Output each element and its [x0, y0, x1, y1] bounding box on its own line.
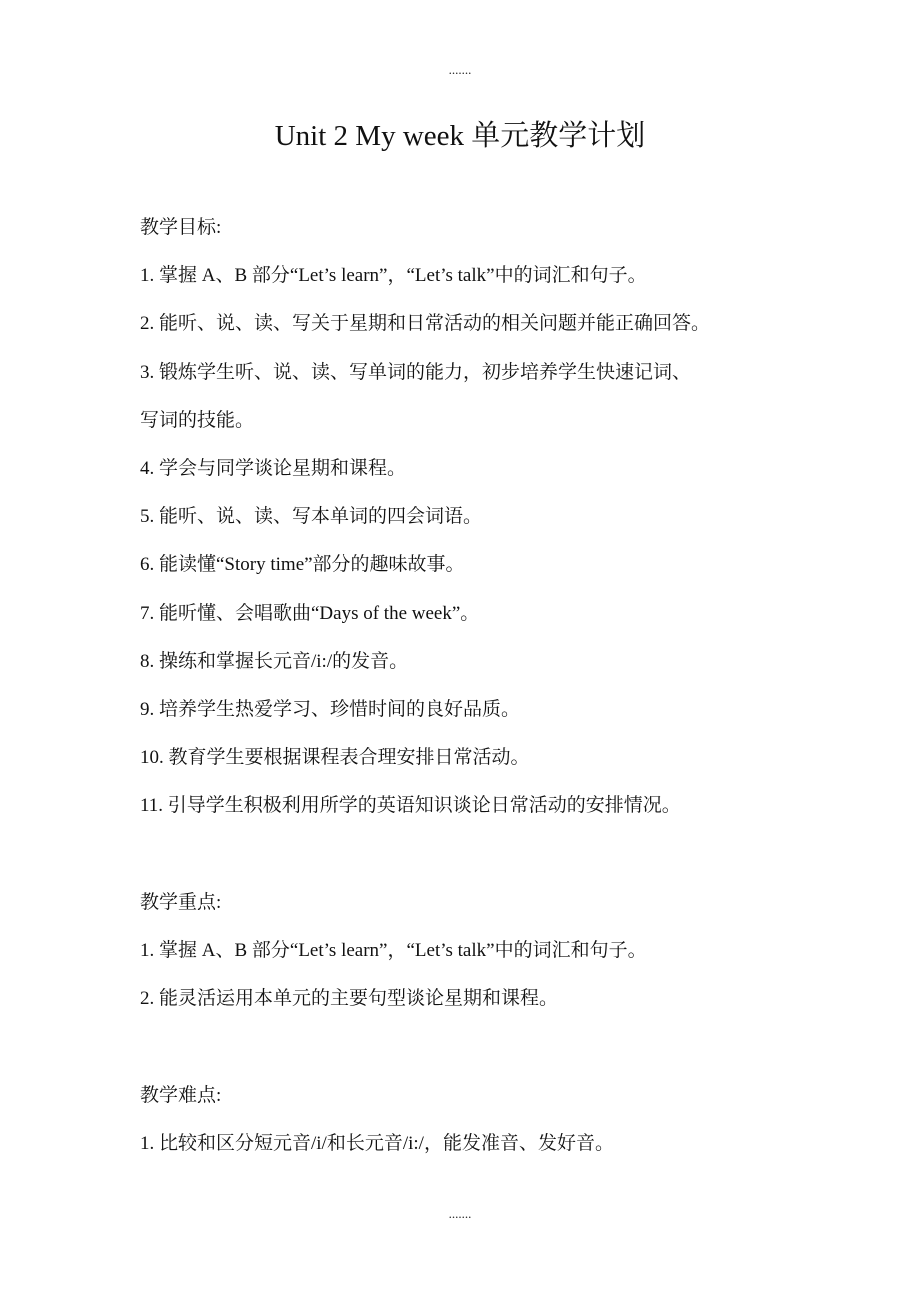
header-dots: ....... [448, 62, 472, 77]
difficulties-heading: 教学难点: [140, 1084, 222, 1106]
objective-item: 9. 培养学生热爱学习、珍惜时间的良好品质。 [140, 698, 521, 720]
objective-item: 2. 能听、说、读、写关于星期和日常活动的相关问题并能正确回答。 [140, 313, 711, 335]
key-point-item: 1. 掌握 A、B 部分“Let’s learn”，“Let’s talk”中的词汇和句子。 [140, 940, 647, 962]
document-body [140, 216, 840, 1180]
key-points-section [140, 891, 840, 1011]
objectives-heading: 教学目标: [140, 217, 222, 238]
objective-item: 1. 掌握 A、B 部分“Let’s learn”，“Let’s talk”中的词汇和句子。 [140, 265, 647, 287]
key-point-item: 2. 能灵活运用本单元的主要句型谈论星期和课程。 [140, 988, 559, 1010]
key-points-heading: 教学重点: [140, 891, 222, 913]
objective-item: 7. 能听懂、会唱歌曲“Days of the week”。 [140, 602, 480, 624]
objective-item: 10. 教育学生要根据课程表合理安排日常活动。 [140, 747, 530, 769]
page-title: Unit 2 My week 单元教学计划 [274, 120, 646, 152]
section-spacer [140, 842, 840, 890]
objective-item: 4. 学会与同学谈论星期和课程。 [140, 457, 407, 479]
footer-dots: ....... [448, 1206, 472, 1221]
objective-item: 8. 操练和掌握长元音/i:/的发音。 [140, 650, 409, 672]
objective-item: 6. 能读懂“Story time”部分的趣味故事。 [140, 554, 465, 576]
objective-item-continuation: 写词的技能。 [140, 409, 255, 431]
difficulties-section [140, 1084, 840, 1156]
objective-item: 11. 引导学生积极利用所学的英语知识谈论日常活动的安排情况。 [140, 795, 681, 817]
objectives-section [140, 216, 840, 818]
section-spacer [140, 1035, 840, 1083]
objective-item: 3. 锻炼学生听、说、读、写单词的能力，初步培养学生快速记词、 [140, 361, 692, 383]
difficulty-item: 1. 比较和区分短元音/i/和长元音/i:/，能发准音、发好音。 [140, 1132, 614, 1154]
objective-item: 5. 能听、说、读、写本单词的四会词语。 [140, 506, 483, 528]
